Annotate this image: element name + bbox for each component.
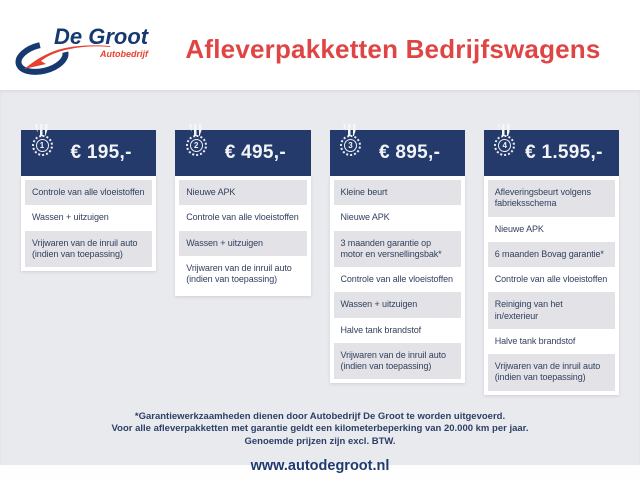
logo-subtitle: Autobedrijf	[100, 48, 148, 59]
package-item: Wassen + uitzuigen	[32, 212, 109, 223]
package-item: Wassen + uitzuigen	[334, 292, 461, 317]
package-item: Afleveringsbeurt volgens fabrieksschema	[488, 180, 615, 217]
package-item: Controle van alle vloeistoffen	[186, 212, 299, 223]
package-item: Vrijwaren van de inruil auto (indien van toepassing)	[488, 354, 615, 391]
package-price: € 495,-	[224, 142, 286, 163]
package-items-list	[330, 176, 465, 383]
company-logo	[12, 18, 162, 81]
package-item: Halve tank brandstof	[494, 335, 576, 346]
package-item: Vrijwaren van de inruil auto (indien van toepassing)	[334, 343, 461, 380]
medal-icon	[339, 124, 363, 156]
package-card-1	[21, 130, 156, 271]
package-item: Halve tank brandstof	[340, 324, 422, 335]
medal-ring-icon	[494, 135, 515, 156]
page-title: Afleverpakketten Bedrijfswagens	[185, 33, 601, 64]
package-header	[330, 130, 465, 176]
package-item: Nieuwe APK	[494, 223, 544, 234]
package-item: Wassen + uitzuigen	[179, 231, 306, 256]
footnote-line: Voor alle afleverpakketten met garantie geldt een kilometerbeperking van 20.000 km per jaar.	[111, 423, 529, 435]
package-number: 4	[498, 139, 511, 152]
package-price: € 1.595,-	[525, 142, 603, 163]
medal-icon	[30, 124, 54, 156]
package-item: Nieuwe APK	[179, 180, 306, 205]
package-price: € 895,-	[378, 142, 441, 163]
package-item: Kleine beurt	[334, 180, 461, 205]
medal-ring-icon	[340, 135, 361, 156]
medal-icon	[493, 124, 517, 156]
package-price: € 195,-	[70, 142, 132, 163]
package-number: 1	[36, 139, 49, 152]
package-item: 6 maanden Bovag garantie*	[488, 242, 615, 267]
medal-ribbon-icon	[189, 124, 204, 136]
footnote-line: *Garantiewerkzaamheden dienen door Autobedrijf De Groot te worden uitgevoerd.	[134, 410, 506, 422]
medal-ring-icon	[186, 135, 207, 156]
package-item: Controle van alle vloeistoffen	[494, 274, 608, 284]
logo-name: De Groot	[54, 23, 149, 49]
company-logo-icon	[12, 18, 162, 76]
footnotes	[21, 411, 619, 449]
package-item: Controle van alle vloeistoffen	[25, 180, 152, 205]
package-items-list	[175, 176, 310, 296]
package-item: 3 maanden garantie op motor en versnellingsbak*	[334, 231, 461, 268]
medal-ring-icon	[32, 135, 53, 156]
header	[0, 0, 640, 90]
packages-grid	[21, 130, 619, 395]
package-number: 3	[344, 139, 357, 152]
package-item: Controle van alle vloeistoffen	[340, 274, 453, 284]
package-header	[484, 130, 619, 176]
package-card-3	[330, 130, 465, 383]
package-item: Reiniging van het in/exterieur	[488, 292, 615, 329]
medal-icon	[184, 124, 208, 156]
package-card-4	[484, 130, 619, 395]
footnote-line: Genoemde prijzen zijn excl. BTW.	[244, 436, 396, 448]
package-header	[21, 130, 156, 176]
package-header	[175, 130, 310, 176]
medal-ribbon-icon	[35, 124, 50, 136]
package-item: Vrijwaren van de inruil auto (indien van toepassing)	[186, 262, 292, 284]
medal-ribbon-icon	[497, 124, 512, 136]
package-item: Nieuwe APK	[340, 212, 390, 223]
medal-ribbon-icon	[343, 124, 358, 136]
package-item: Vrijwaren van de inruil auto (indien van toepassing)	[25, 231, 152, 268]
package-items-list	[21, 176, 156, 271]
package-items-list	[484, 176, 619, 395]
package-card-2	[175, 130, 310, 296]
website-url: www.autodegroot.nl	[250, 457, 390, 474]
package-number: 2	[190, 139, 203, 152]
content-area	[0, 90, 640, 474]
